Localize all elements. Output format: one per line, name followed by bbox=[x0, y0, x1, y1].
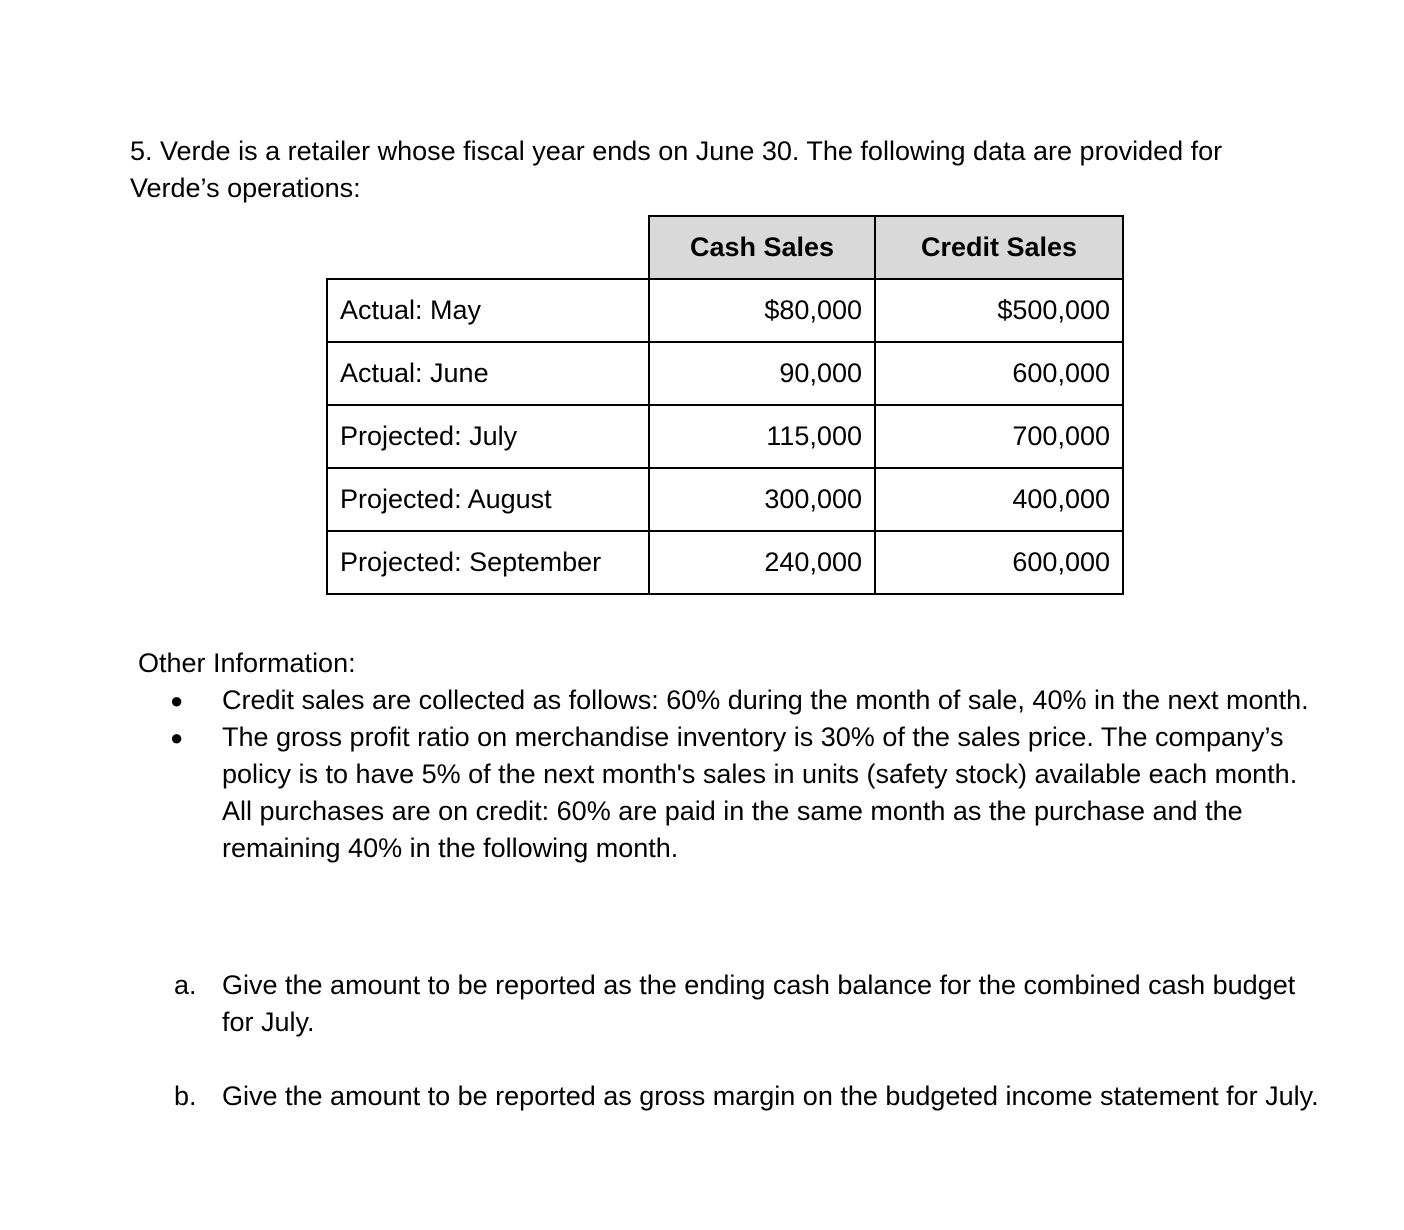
header-credit-sales: Credit Sales bbox=[875, 216, 1123, 279]
problem-intro: 5. Verde is a retailer whose fiscal year ends on June 30. The following data are provided for Verde’s operations: bbox=[130, 136, 1223, 203]
credit-sales-value: 600,000 bbox=[875, 342, 1123, 405]
table-row bbox=[327, 531, 1123, 594]
sales-table bbox=[326, 215, 1124, 595]
cash-sales-value: $80,000 bbox=[649, 279, 875, 342]
credit-sales-value: 600,000 bbox=[875, 531, 1123, 594]
question-item bbox=[174, 967, 1332, 1041]
row-label: Actual: June bbox=[327, 342, 649, 405]
list-item bbox=[170, 682, 1332, 719]
credit-sales-value: 700,000 bbox=[875, 405, 1123, 468]
question-b bbox=[174, 1078, 1332, 1115]
question-marker: b. bbox=[174, 1081, 197, 1111]
bullet-icon: ● bbox=[170, 725, 184, 750]
table-header-row bbox=[327, 216, 1123, 279]
list-item bbox=[170, 719, 1332, 867]
list-item-text: Credit sales are collected as follows: 60% during the month of sale, 40% in the next month. bbox=[222, 685, 1309, 715]
table-row bbox=[327, 405, 1123, 468]
question-text: Give the amount to be reported as the ending cash balance for the combined cash budget for July. bbox=[222, 970, 1296, 1037]
row-label: Actual: May bbox=[327, 279, 649, 342]
table-row bbox=[327, 279, 1123, 342]
list-item-text: The gross profit ratio on merchandise inventory is 30% of the sales price. The company’s policy is to have 5% of the next month's sales in units (safety stock) available each month. All purchases are on credit: 60% are paid in the same month as the purchase and the remaining 40% in the following month. bbox=[222, 722, 1298, 863]
row-label: Projected: September bbox=[327, 531, 649, 594]
table-row bbox=[327, 468, 1123, 531]
cash-sales-value: 300,000 bbox=[649, 468, 875, 531]
header-cash-sales: Cash Sales bbox=[649, 216, 875, 279]
row-label: Projected: July bbox=[327, 405, 649, 468]
question-item bbox=[174, 1078, 1332, 1115]
row-label: Projected: August bbox=[327, 468, 649, 531]
question-text: Give the amount to be reported as gross margin on the budgeted income statement for July. bbox=[222, 1081, 1319, 1111]
table-row bbox=[327, 342, 1123, 405]
credit-sales-value: $500,000 bbox=[875, 279, 1123, 342]
credit-sales-value: 400,000 bbox=[875, 468, 1123, 531]
question-marker: a. bbox=[174, 970, 197, 1000]
cash-sales-value: 115,000 bbox=[649, 405, 875, 468]
cash-sales-value: 240,000 bbox=[649, 531, 875, 594]
other-information-heading: Other Information: bbox=[138, 648, 356, 678]
other-information-list bbox=[170, 682, 1332, 867]
question-a bbox=[174, 967, 1332, 1041]
bullet-icon: ● bbox=[170, 688, 184, 713]
cash-sales-value: 90,000 bbox=[649, 342, 875, 405]
header-cell-blank bbox=[327, 216, 649, 279]
